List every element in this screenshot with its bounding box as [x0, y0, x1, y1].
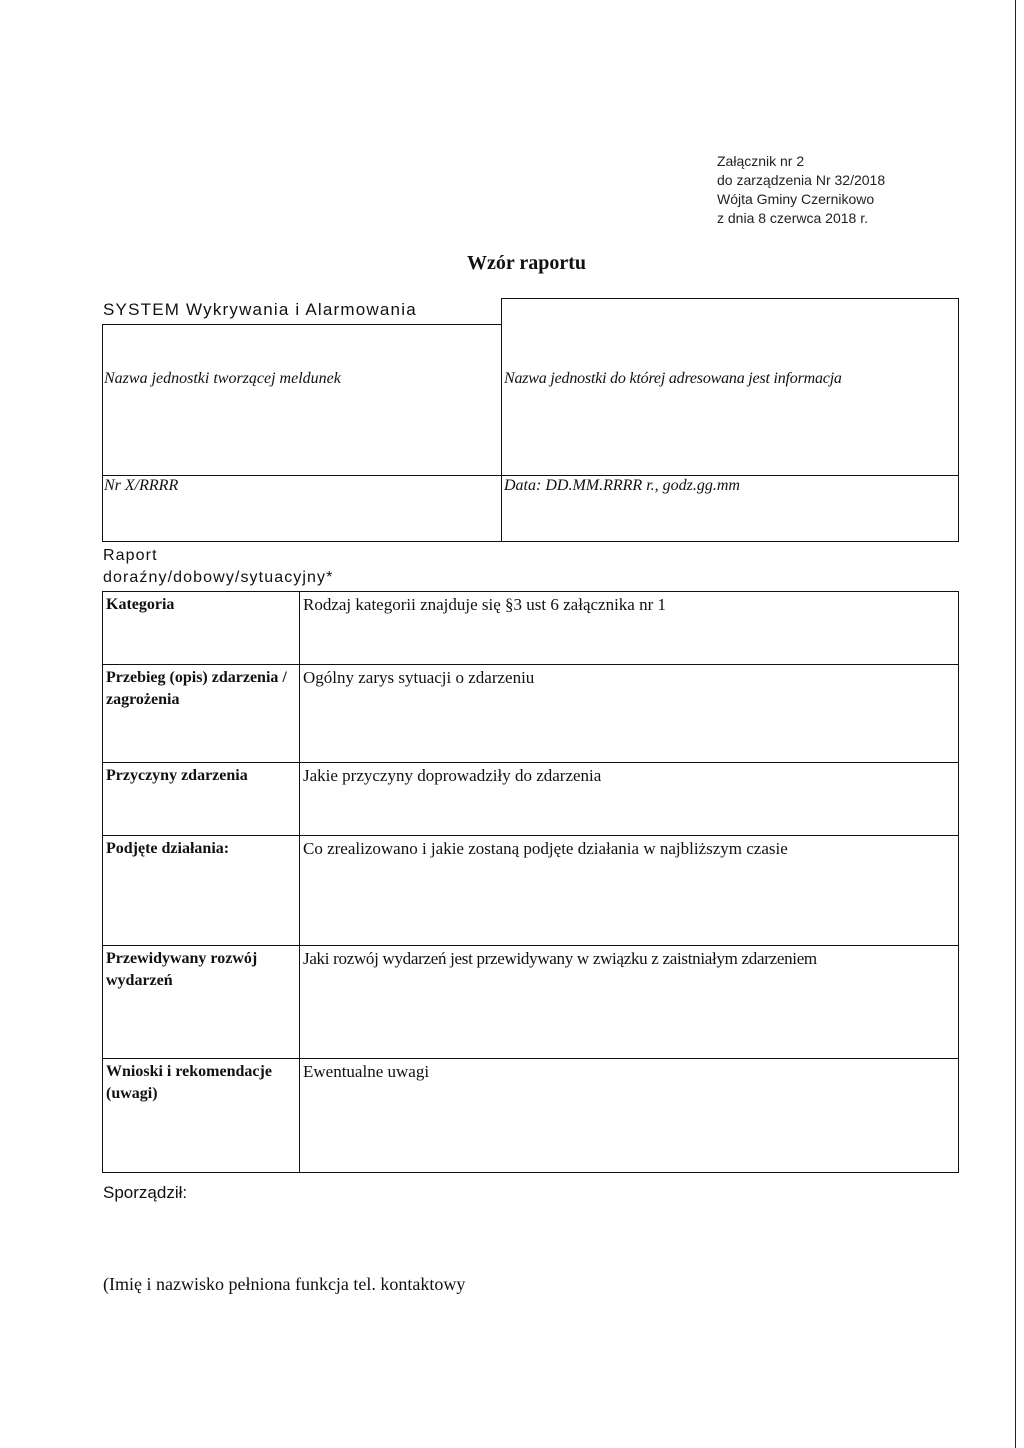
scan-edge [1015, 0, 1024, 1448]
report-number-label: Nr X/RRRR [104, 477, 179, 494]
row-label: Kategoria [103, 592, 300, 665]
report-type-line-1: Raport [103, 547, 158, 564]
report-table [102, 591, 959, 1173]
table-row [103, 946, 959, 1059]
report-date-label: Data: DD.MM.RRRR r., godz.gg.mm [504, 477, 740, 494]
row-label: Wnioski i rekomendacje (uwagi) [103, 1059, 300, 1173]
page-title: Wzór raportu [467, 252, 587, 274]
row-label: Przyczyny zdarzenia [103, 763, 300, 836]
annex-line-3: Wójta Gminy Czernikowo [717, 191, 875, 207]
report-type-line-2: doraźny/dobowy/sytuacyjny* [103, 569, 334, 586]
table-row [103, 836, 959, 946]
row-content: Ewentualne uwagi [300, 1059, 959, 1173]
row-content: Co zrealizowano i jakie zostaną podjęte działania w najbliższym czasie [300, 836, 959, 946]
row-content: Rodzaj kategorii znajduje się §3 ust 6 załącznika nr 1 [300, 592, 959, 665]
table-row [103, 1059, 959, 1173]
row-content: Jakie przyczyny doprowadziły do zdarzenia [300, 763, 959, 836]
annex-line-1: Załącznik nr 2 [717, 153, 805, 169]
report-type [103, 545, 333, 589]
row-content: Ogólny zarys sytuacji o zdarzeniu [300, 665, 959, 763]
unit-creating-label: Nazwa jednostki tworzącej meldunek [104, 370, 341, 387]
annex-line-2: do zarządzenia Nr 32/2018 [717, 172, 886, 188]
table-row [103, 592, 959, 665]
unit-addressed-label: Nazwa jednostki do której adresowana jest informacja [504, 370, 842, 387]
system-label: SYSTEM Wykrywania i Alarmowania [103, 300, 417, 319]
signature-footer: (Imię i nazwisko pełniona funkcja tel. kontaktowy [103, 1274, 466, 1294]
table-row [103, 763, 959, 836]
row-label: Podjęte działania: [103, 836, 300, 946]
annex-note [717, 152, 885, 228]
row-content: Jaki rozwój wydarzeń jest przewidywany w związku z zaistniałym zdarzeniem [300, 946, 959, 1059]
header-unit-creating-box [102, 324, 502, 476]
signed-by-label: Sporządził: [103, 1183, 188, 1202]
annex-line-4: z dnia 8 czerwca 2018 r. [717, 210, 868, 226]
row-label: Przewidywany rozwój wydarzeń [103, 946, 300, 1059]
table-row [103, 665, 959, 763]
row-label: Przebieg (opis) zdarzenia / zagrożenia [103, 665, 300, 763]
